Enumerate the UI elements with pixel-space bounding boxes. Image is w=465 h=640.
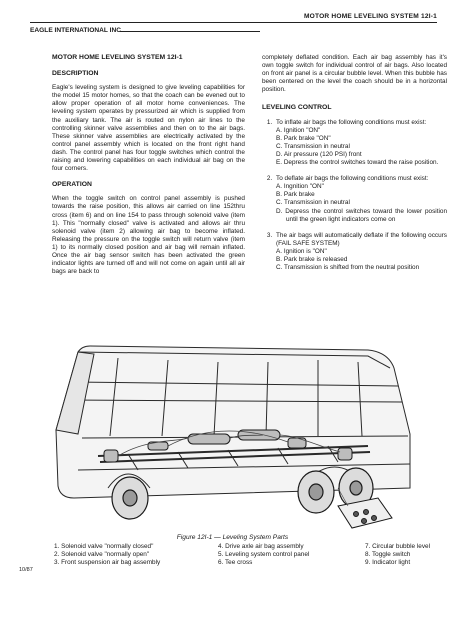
condition-item: A. Ignition is "ON" [276, 247, 327, 255]
condition-item: B. Park brake is released [276, 255, 348, 263]
company-rule [120, 31, 260, 32]
legend-item: 2. Solenoid valve "normally open" [54, 551, 150, 559]
condition-item: C. Transmission in neutral [276, 142, 350, 150]
operation-heading: OPERATION [52, 181, 92, 189]
legend-item: 7. Circular bubble level [365, 543, 431, 550]
section-title: MOTOR HOME LEVELING SYSTEM 12I-1 [52, 54, 183, 61]
procedure-step [274, 119, 447, 168]
leveling-control-heading: LEVELING CONTROL [262, 104, 332, 112]
parts-legend-col-3 [365, 543, 430, 568]
condition-list [276, 183, 447, 223]
condition-item: D. Depress the control switches toward the lower position until the green light indicators come on [276, 207, 447, 223]
legend-item: 3. Front suspension air bag assembly [54, 559, 161, 567]
company-name: EAGLE INTERNATIONAL INC. [30, 27, 123, 34]
condition-item: D. Air pressure (120 PSI) front [276, 150, 362, 158]
condition-item: C. Transmission is shifted from the neutral position [276, 264, 420, 272]
legend-item: 9. Indicator light [365, 559, 411, 567]
operation-text: When the toggle switch on control panel assembly is pushed towards the raise position, this allows air carried on line 152thru cross (item 6) and on line 154 to pass through solenoid valve (item 1). This "normally closed" valve is activated and allows air thru solenoid valve (item 2) allowing air bag to become inflated. Releasing the pressure on the toggle switch will return valve (item 1) to its normally closed position and air bag will remain inflated. Once the air bag sensor switch has been activated the green indicator lights are turned off and will not come on again until all air bags are back to [52, 195, 245, 276]
description-text: Eagle's leveling system is designed to give leveling capabilities for the model 15 motor homes, so that the coach can be evened out to allow proper operation of all motor home conveniences. The leveling system operates by pressurized air which is supplied from the auxiliary tank. The air is routed on nylon air lines to the controlling skinner valve assemblies and then on to the air bags. These skinner valve assemblies are electrically activated by the control panel assembly which is located on the front right hand dash. The control panel has four toggle switches which control the raising and lowering capabilities on each individual air bag on the four corners. [52, 84, 245, 173]
header-rule [30, 22, 437, 23]
description-heading: DESCRIPTION [52, 70, 99, 78]
step-text: To inflate air bags the following conditions must exist: [276, 118, 427, 126]
procedure-step [274, 232, 447, 272]
left-column [52, 54, 245, 284]
leveling-system-illustration [38, 338, 448, 534]
legend-item: 4. Drive axle air bag assembly [218, 543, 304, 550]
legend-item: 6. Tee cross [218, 559, 253, 567]
parts-legend-col-2 [218, 543, 309, 568]
condition-list [276, 127, 447, 167]
figure-caption: Figure 12I-1 — Leveling System Parts [176, 534, 289, 541]
condition-item: E. Depress the control switches toward the raise position. [276, 159, 439, 167]
procedure-step [274, 175, 447, 224]
continued-text: completely deflated condition. Each air bag assembly has it's own toggle switch for individual control of air bags. Also located on front air panel is a circular bubble level. When this bubble has been centered on the level the coach should be in a horizontal position. [262, 54, 447, 94]
procedure-list [262, 119, 447, 273]
revision-date: 10/87 [19, 567, 33, 573]
running-header-title: MOTOR HOME LEVELING SYSTEM 12I-1 [303, 13, 437, 20]
legend-item: 1. Solenoid valve "normally closed" [54, 543, 154, 550]
parts-legend-col-1 [54, 543, 160, 568]
right-column [262, 54, 447, 280]
step-text: To deflate air bags the following conditions must exist: [276, 175, 429, 183]
condition-item: A. Ignition "ON" [276, 126, 321, 134]
condition-item: C. Transmission in neutral [276, 199, 350, 207]
legend-item: 8. Toggle switch [365, 551, 411, 559]
condition-item: B. Park brake [276, 191, 315, 199]
condition-item: B. Park brake "ON" [276, 134, 331, 142]
condition-list [276, 248, 447, 272]
legend-item: 5. Leveling system control panel [218, 551, 310, 559]
condition-item: A. Ingnition "ON" [276, 183, 324, 191]
step-text: The air bags will automatically deflate if the following occurs (FAIL SAFE SYSTEM) [276, 231, 447, 247]
